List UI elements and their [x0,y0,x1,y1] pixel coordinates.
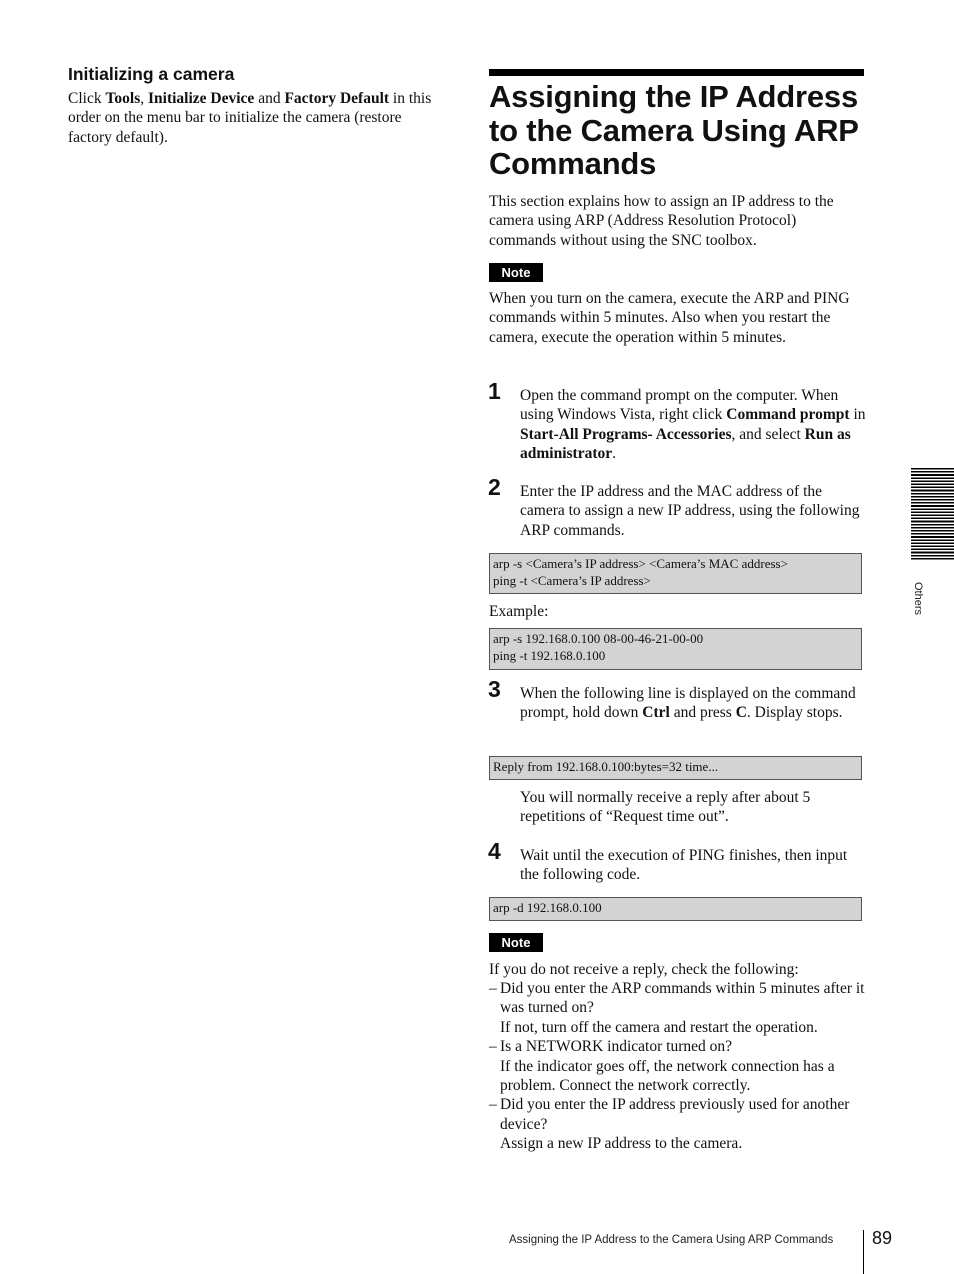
bold-term: Ctrl [642,704,670,722]
troubleshooting-list [489,979,867,1154]
step-text-2 [520,482,866,540]
title-rule [489,69,864,76]
code-line: arp -s <Camera’s IP address> <Camera’s MAC address> [493,556,788,571]
code-line: arp -s 192.168.0.100 08-00-46-21-00-00 [493,631,704,646]
note-badge: Note [489,263,543,282]
text-run: in this order on the menu bar to initialize the camera (restore factory default). [68,90,432,146]
code-line: Reply from 192.168.0.100:bytes=32 time... [493,759,719,774]
code-line: ping -t 192.168.0.100 [493,647,606,663]
text-run: Enter the IP address and the MAC address of the camera to assign a new IP address, using the following ARP commands. [520,483,860,539]
chapter-tab-stripes [911,468,954,560]
bold-term: C [735,704,747,722]
list-item-answer: If not, turn off the camera and restart the operation. [500,1018,818,1036]
list-item: – Is a NETWORK indicator turned on? If the indicator goes off, the network connection has a problem. Connect the network correctly. [489,1037,867,1095]
bold-term: Factory Default [284,90,390,107]
step-text-3 [520,684,866,723]
footer-rule [863,1230,864,1274]
text-run: , [140,90,148,107]
section-title: Assigning the IP Address to the Camera Using ARP Commands [489,79,859,181]
code-block-arp-template [489,553,862,594]
step-text-4 [520,846,866,885]
code-line: ping -t <Camera’s IP address> [493,572,651,588]
code-block-arp-example [489,628,862,670]
text-run: and press [669,704,736,722]
step-3-followup-text: You will normally receive a reply after about 5 repetitions of “Request time out”. [520,789,811,826]
code-block-reply [489,756,862,780]
text-run: , and select [731,425,805,443]
note-badge: Note [489,933,543,952]
list-item-question: Is a NETWORK indicator turned on? [500,1038,733,1056]
bold-term: Command prompt [726,406,850,424]
text-run: Click [68,90,106,107]
example-label: Example: [489,603,549,620]
list-item: – Did you enter the IP address previously used for another device? Assign a new IP address to the camera. [489,1095,867,1153]
step-number-1: 1 [488,378,501,404]
list-item-answer: Assign a new IP address to the camera. [500,1135,743,1153]
bold-term: Run as administrator [520,425,851,463]
initialize-paragraph [68,89,438,147]
list-item-question: Did you enter the IP address previously used for another device? [500,1096,850,1133]
text-run: in [849,406,866,424]
step-text-1 [520,386,866,464]
text-run: . Display stops. [746,704,843,722]
text-run: . [612,445,617,463]
list-item-question: Did you enter the ARP commands within 5 minutes after it was turned on? [500,980,865,1017]
code-line: arp -d 192.168.0.100 [493,900,602,915]
text-run: Wait until the execution of PING finishes, then input the following code. [520,847,848,884]
step-number-2: 2 [488,474,501,500]
page-number: 89 [872,1228,893,1248]
list-item-answer: If the indicator goes off, the network connection has a problem. Connect the network correctly. [500,1057,835,1095]
bold-term: Initialize Device [147,90,255,107]
bold-term: Tools [105,90,141,107]
step-number-3: 3 [488,676,501,702]
note-intro-text: If you do not receive a reply, check the following: [489,961,799,978]
list-item: – Did you enter the ARP commands within 5 minutes after it was turned on? If not, turn off the camera and restart the operation. [489,979,867,1037]
step-number-4: 4 [488,838,501,864]
text-run: Open the command prompt on the computer. When using Windows Vista, right click [520,387,839,424]
text-run: When the following line is displayed on the command prompt, hold down [520,685,856,722]
text-run: and [254,90,285,107]
subsection-heading: Initializing a camera [68,64,235,84]
note-text: When you turn on the camera, execute the ARP and PING commands within 5 minutes. Also when you restart the camera, execute the operation within 5 minutes. [489,290,850,346]
chapter-tab-text: Others [912,582,924,616]
code-block-arp-delete [489,897,862,921]
intro-paragraph: This section explains how to assign an IP address to the camera using ARP (Address Resolution Protocol) commands without using the SNC toolbox. [489,193,834,249]
bold-term: Start-All Programs- Accessories [520,425,732,443]
running-footer: Assigning the IP Address to the Camera Using ARP Commands [509,1234,834,1246]
